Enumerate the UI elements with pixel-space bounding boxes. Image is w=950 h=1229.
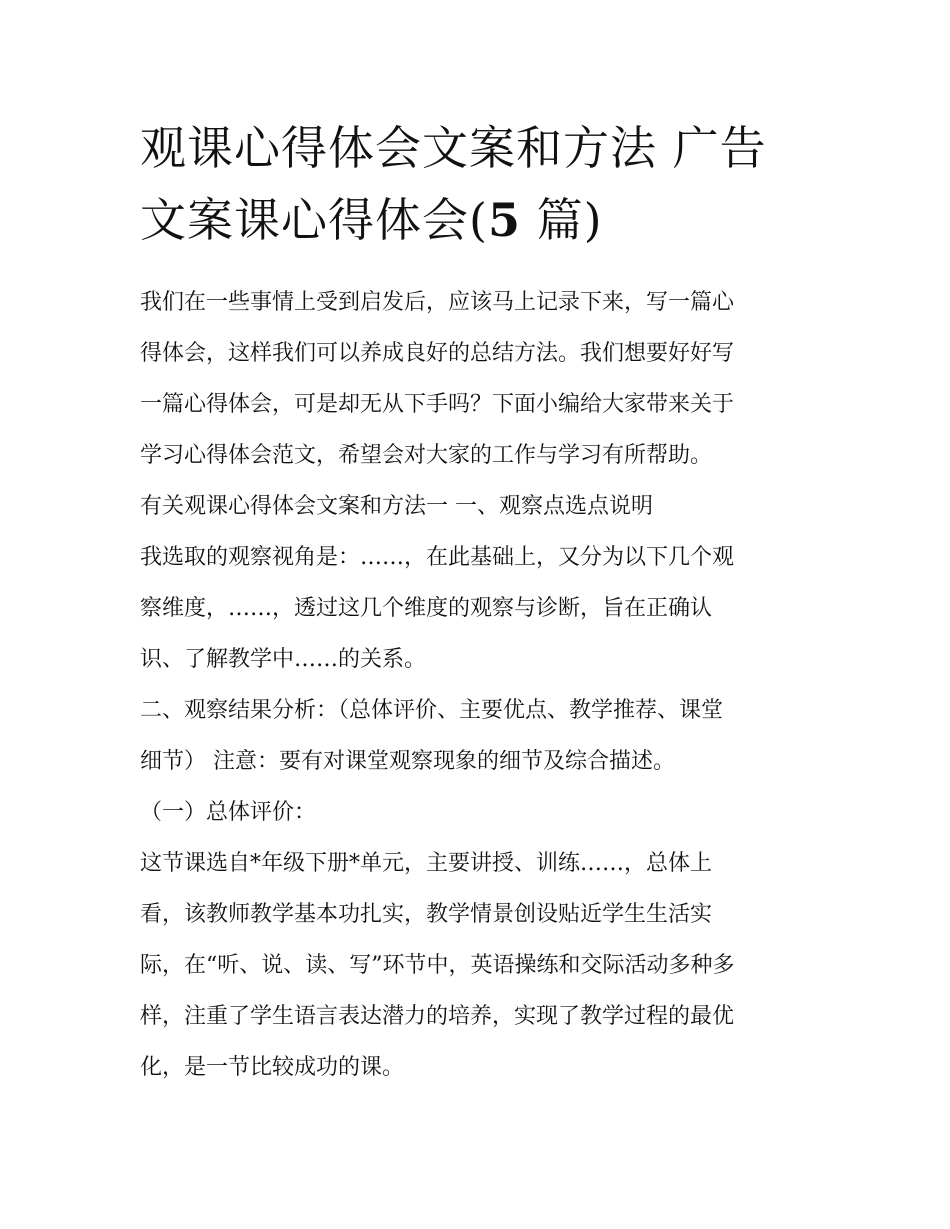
observation-perspective-paragraph [140,532,820,685]
text-line: 二、观察结果分析：（总体评价、主要优点、教学推荐、课堂 [140,698,724,723]
document-body [140,277,820,1093]
text-line: 细节） 注意：要有对课堂观察现象的细节及综合描述。 [140,749,675,774]
text-line: 一篇心得体会，可是却无从下手吗？下面小编给大家带来关于 [140,392,735,417]
title-line-2-pre: 文案课心得体会( [140,193,488,247]
text-line: 际，在“听、说、读、写”环节中，英语操练和交际活动多种多 [140,953,735,978]
text-line: 样，注重了学生语言表达潜力的培养，实现了教学过程的最优 [140,1004,735,1029]
text-line: 我们在一些事情上受到启发后，应该马上记录下来，写一篇心 [140,290,735,315]
text-line: 得体会，这样我们可以养成良好的总结方法。我们想要好好写 [140,341,735,366]
text-line: 化，是一节比较成功的课。 [140,1055,405,1080]
text-line: 识、了解教学中……的关系。 [140,647,427,672]
analysis-heading-paragraph [140,685,820,787]
document-title [140,112,830,256]
text-line: 学习心得体会范文，希望会对大家的工作与学习有所帮助。 [140,443,713,468]
title-article-count: 5 [487,193,521,247]
subsection-heading-paragraph [140,787,820,838]
text-line: 有关观课心得体会文案和方法一 一、观察点选点说明 [140,494,653,519]
text-line: （一）总体评价： [140,800,317,825]
overall-evaluation-paragraph [140,838,820,1093]
title-line-2-post: 篇) [520,193,603,247]
text-line: 察维度，……，透过这几个维度的观察与诊断，旨在正确认 [140,596,713,621]
section-heading-paragraph [140,481,820,532]
title-line-1: 观课心得体会文案和方法 广告 [140,121,767,175]
text-line: 我选取的观察视角是：……，在此基础上，又分为以下几个观 [140,545,735,570]
text-line: 看，该教师教学基本功扎实，教学情景创设贴近学生生活实 [140,902,713,927]
intro-paragraph [140,277,820,481]
text-line: 这节课选自*年级下册*单元，主要讲授、训练……，总体上 [140,851,713,876]
title-line-2 [140,184,830,256]
